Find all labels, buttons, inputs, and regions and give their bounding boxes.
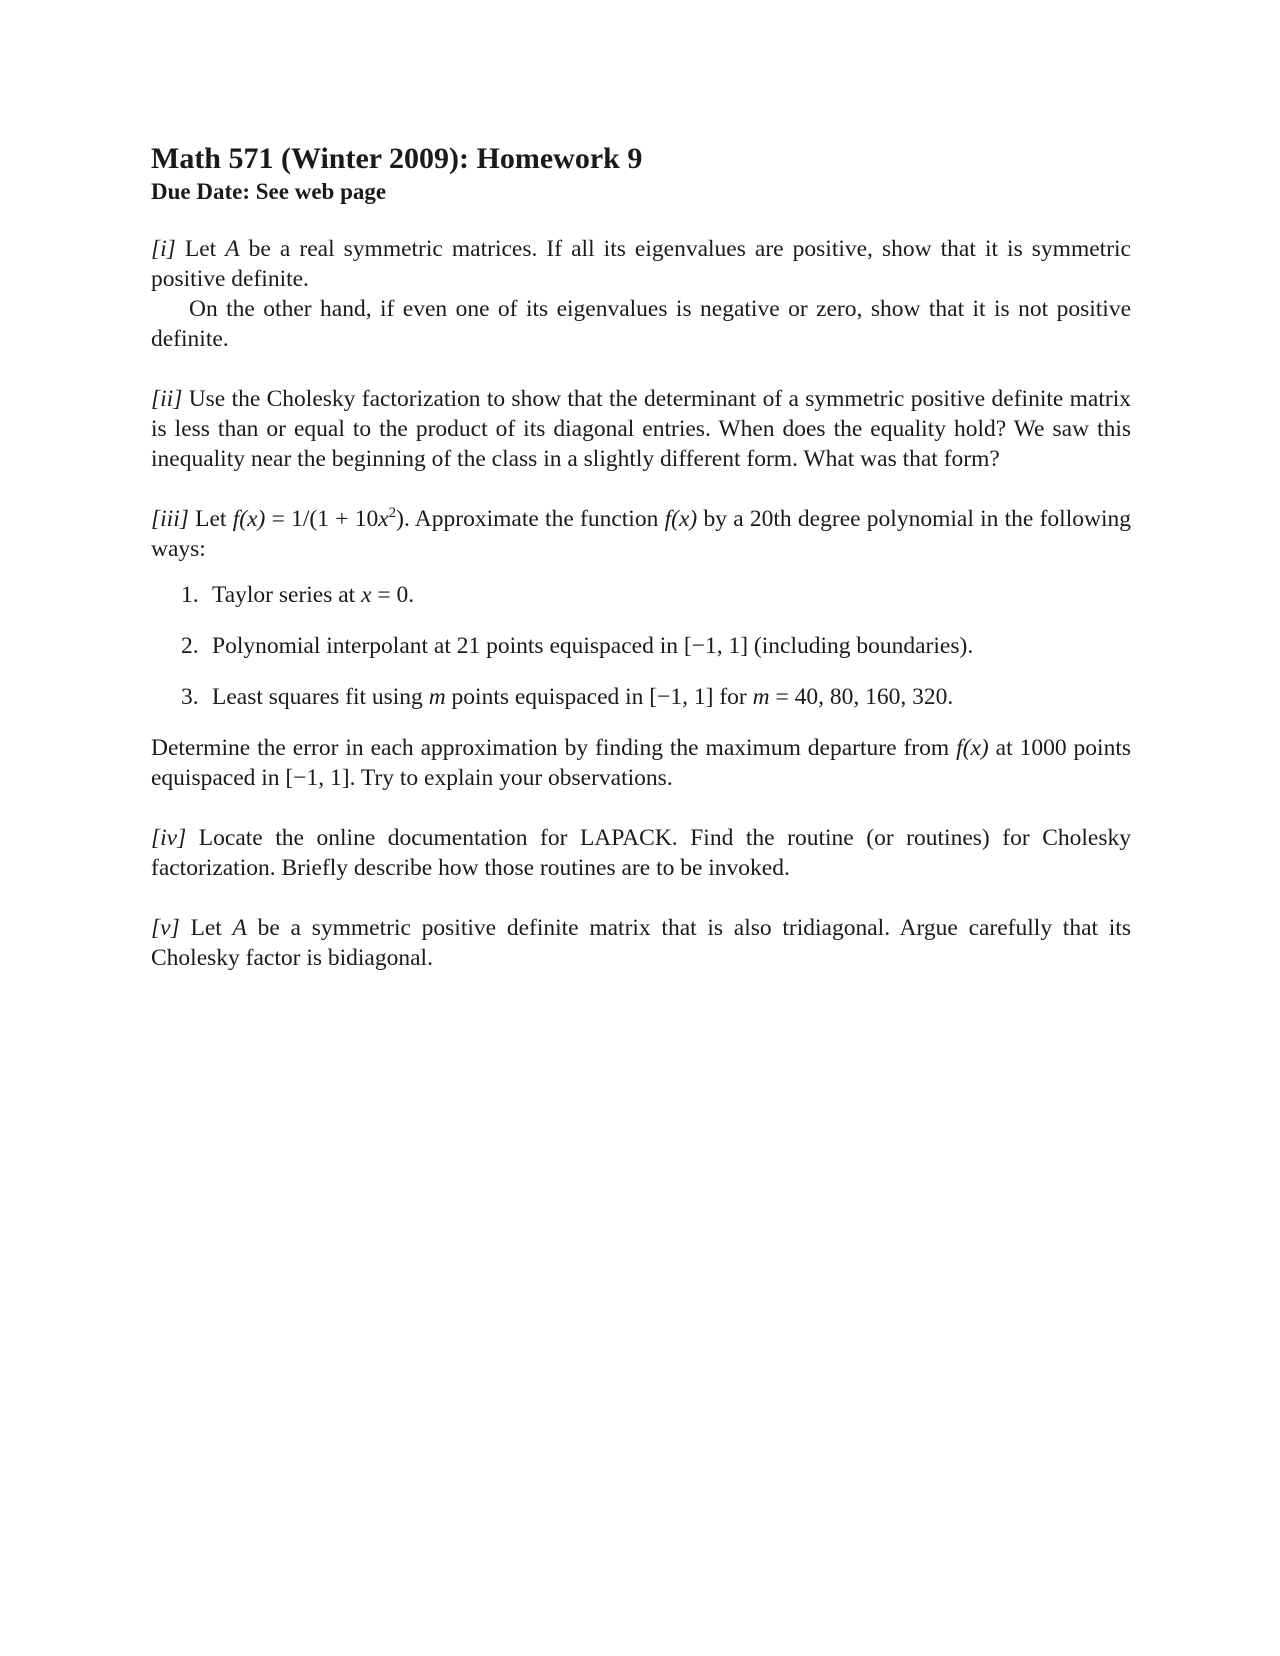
problem-label: [iv] xyxy=(151,825,187,852)
problem-3-followup: Determine the error in each approximation by finding the maximum departure from f(x) at 1000 points equispaced in [−1, 1]. Try to explain your observations. xyxy=(151,735,1131,792)
problem-label: [v] xyxy=(151,915,180,942)
math-var: A xyxy=(225,236,240,263)
problem-1: [i] Let A be a real symmetric matrices. If all its eigenvalues are positive, show that it is symmetric positive definite. On the other hand, if even one of its eigenvalues is negative or zero, show that it is not positive definite. xyxy=(151,236,1131,353)
problem-1-part-b: On the other hand, if even one of its eigenvalues is negative or zero, show that it is not positive definite. xyxy=(151,296,1131,353)
list-item: 2. Polynomial interpolant at 21 points equispaced in [−1, 1] (including boundaries). xyxy=(181,633,974,660)
problem-label: [iii] xyxy=(151,506,189,533)
homework-page xyxy=(151,142,1131,1003)
approximation-list xyxy=(151,580,1131,712)
problem-4: [iv] Locate the online documentation for LAPACK. Find the routine (or routines) for Cholesky factorization. Briefly describe how those routines are to be invoked. xyxy=(151,825,1131,882)
math-var: A xyxy=(232,915,247,942)
due-date: Due Date: See web page xyxy=(151,178,387,204)
problem-3: [iii] Let $f(x) = 1/(1 + 10x^2)$. Approximate the function f(x) by a 20th degree polynomial in the following ways: 1. Taylor series at x = 0. 2. Polynomial interpolant at 21 points equispaced in [−1, 1] (including boundaries). 3. Least squares fit using m points equispaced in [−1, 1] for m = 40, 80, 160, 320. Determine the error in each approximation by finding the maximum departure from f(x) at 1000 points equispaced in [−1, 1]. Try to explain your observations. xyxy=(151,505,1131,792)
list-item: 1. Taylor series at x = 0. xyxy=(181,582,415,609)
problem-label: [ii] xyxy=(151,386,183,413)
problem-2: [ii] Use the Cholesky factorization to show that the determinant of a symmetric positive definite matrix is less than or equal to the product of its diagonal entries. When does the equality hold? We saw this inequality near the beginning of the class in a slightly different form. What was that form? xyxy=(151,386,1131,473)
problem-label: [i] xyxy=(151,236,176,263)
problem-5: [v] Let A be a symmetric positive definite matrix that is also tridiagonal. Argue carefully that its Cholesky factor is bidiagonal. xyxy=(151,915,1131,972)
page-title: Math 571 (Winter 2009): Homework 9 xyxy=(151,142,643,175)
list-item: 3. Least squares fit using m points equispaced in [−1, 1] for m = 40, 80, 160, 320. xyxy=(181,684,954,711)
